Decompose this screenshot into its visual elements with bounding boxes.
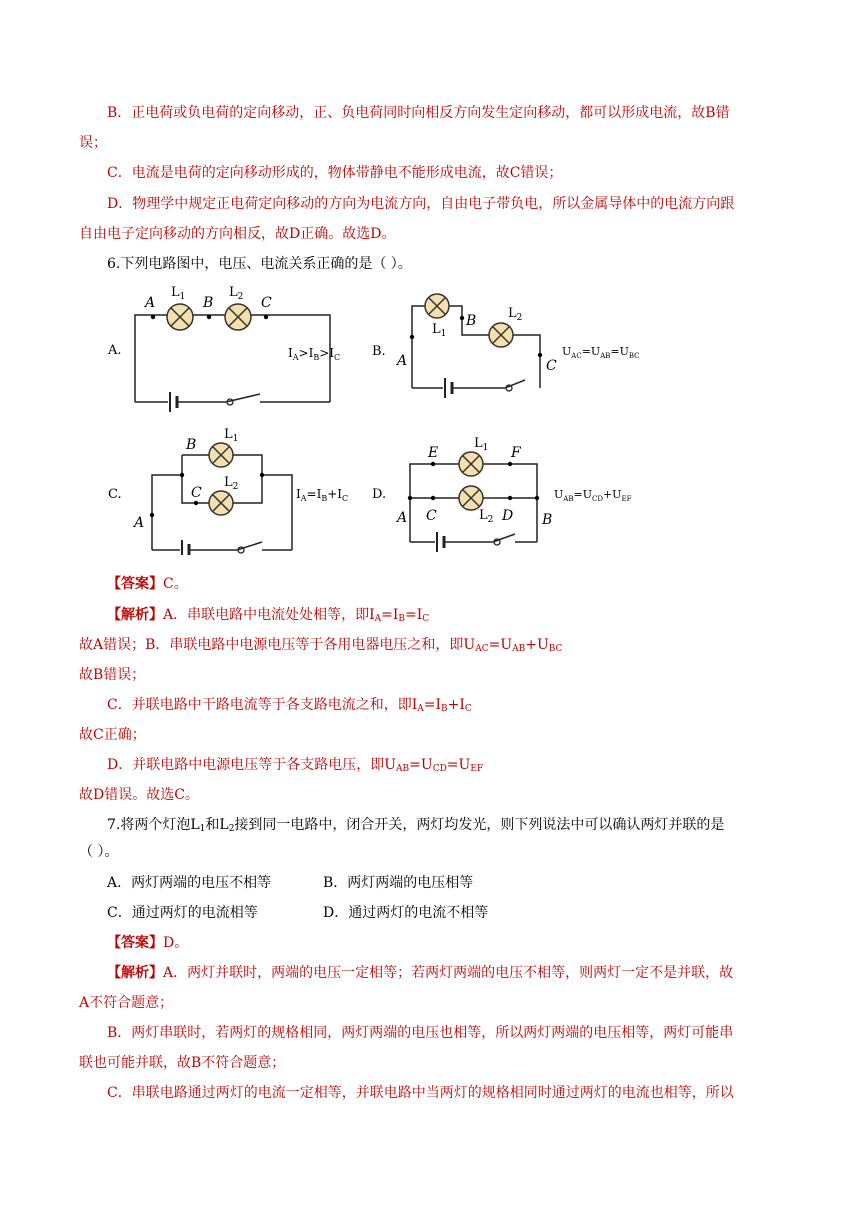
q7-option-B: B．两灯两端的电压相等 [323, 875, 474, 891]
node-C-label: C [426, 508, 437, 524]
q7-analysis-B2: 联也可能并联，故B不符合题意； [79, 1055, 286, 1071]
equation-B: $U_{AC}=U_{AB}=U_{BC}$ [562, 345, 640, 360]
q6-stem: 6.下列电路图中，电压、电流关系正确的是（ ）。 [107, 256, 412, 272]
q7-analysis-A2: A不符合题意； [79, 995, 174, 1011]
node-F-label: F [511, 445, 521, 461]
node-E-label: E [428, 445, 439, 461]
option-B-label: B. [372, 344, 386, 359]
lamp-L2-label: $L_2$ [479, 508, 494, 525]
prev-answer-C: C．电流是电荷的定向移动形成的，物体带静电不能形成电流，故C错误； [107, 165, 563, 181]
node-B-label: B [466, 313, 477, 329]
node-A-label: A [145, 295, 156, 311]
q6-analysis-B: 故A错误；B．串联电路中电源电压等于各用电器电压之和，即$U_{AC}=U_{AB}+U_{BC}$ [79, 637, 563, 654]
lamp-L1-label: $L_1$ [474, 436, 489, 453]
prev-answer-D-line1: D．物理学中规定正电荷定向移动的方向为电流方向，自由电子带负电，所以金属导体中的电流方向跟 [107, 196, 735, 212]
node-D-label: D [502, 508, 514, 524]
node-B-label: B [542, 512, 553, 528]
node-A-label: A [397, 510, 408, 526]
q6-answer: 【答案】C。 [107, 576, 188, 592]
q6-analysis-D: D．并联电路中电源电压等于各支路电压，即$U_{AB}=U_{CD}=U_{EF}$ [107, 757, 484, 774]
q7-stem-line1: 7.将两个灯泡$L_1$和$L_2$接到同一电路中，闭合开关，两灯均发光，则下列说法中可以确认两灯并联的是 [107, 817, 725, 834]
node-C-label: C [546, 358, 557, 374]
lamp-L1-label: $L_1$ [171, 285, 186, 302]
circuit-diagram-d [365, 430, 655, 555]
lamp-L1-label: $L_1$ [224, 427, 239, 444]
node-C-label: C [261, 295, 272, 311]
circuit-diagram-c [100, 425, 360, 555]
prev-answer-B-line1: B．正电荷或负电荷的定向移动，正、负电荷同时向相反方向发生定向移动，都可以形成电流，故B错 [107, 105, 730, 121]
node-B-label: B [203, 295, 214, 311]
q7-analysis-B1: B．两灯串联时，若两灯的规格相同，两灯两端的电压也相等，所以两灯两端的电压相等，两灯可能串 [107, 1025, 734, 1041]
circuit-diagram-b [365, 285, 655, 410]
equation-C: $I_A=I_B+I_C$ [296, 487, 349, 503]
node-C-label: C [191, 485, 202, 501]
circuit-diagram-a [100, 280, 360, 415]
lamp-L2-label: $L_2$ [508, 306, 523, 323]
q7-stem-line2: （ ）。 [79, 844, 119, 860]
q7-option-D: D．通过两灯的电流不相等 [323, 905, 489, 921]
option-A-label: A. [108, 343, 122, 358]
q7-option-A: A．两灯两端的电压不相等 [107, 875, 272, 891]
q7-analysis-A1: 【解析】A．两灯并联时，两端的电压一定相等；若两灯两端的电压不相等，则两灯一定不是并联，故 [107, 965, 734, 981]
node-B-label: B [186, 437, 197, 453]
q6-analysis-C2: 故C正确； [79, 727, 146, 743]
q7-answer: 【答案】D。 [107, 935, 189, 951]
q7-option-C: C．通过两灯的电流相等 [107, 905, 258, 921]
q7-analysis-C1: C．串联电路通过两灯的电流一定相等，并联电路中当两灯的规格相同时通过两灯的电流也相等，所以 [107, 1085, 734, 1101]
node-A-label: A [134, 515, 145, 531]
equation-D: $U_{AB}=U_{CD}+U_{EF}$ [554, 488, 632, 503]
node-A-label: A [397, 353, 408, 369]
q6-analysis-D2: 故D错误。故选C。 [79, 787, 199, 803]
prev-answer-B-line2: 误； [79, 135, 107, 151]
lamp-L1-label: $L_1$ [432, 322, 447, 339]
q6-analysis-C: C．并联电路中干路电流等于各支路电流之和，即$I_A=I_B+I_C$ [107, 697, 472, 714]
q6-analysis-B2: 故B错误； [79, 667, 146, 683]
equation-A: $I_A>I_B>I_C$ [288, 346, 341, 362]
lamp-L2-label: $L_2$ [229, 285, 244, 302]
prev-answer-D-line2: 自由电子定向移动的方向相反，故D正确。故选D。 [79, 226, 396, 242]
option-C-label: C. [108, 487, 122, 502]
option-D-label: D. [372, 487, 387, 502]
q6-analysis-A: 【解析】A．串联电路中电流处处相等，即$I_A=I_B=I_C$ [107, 607, 430, 624]
lamp-L2-label: $L_2$ [224, 475, 239, 492]
